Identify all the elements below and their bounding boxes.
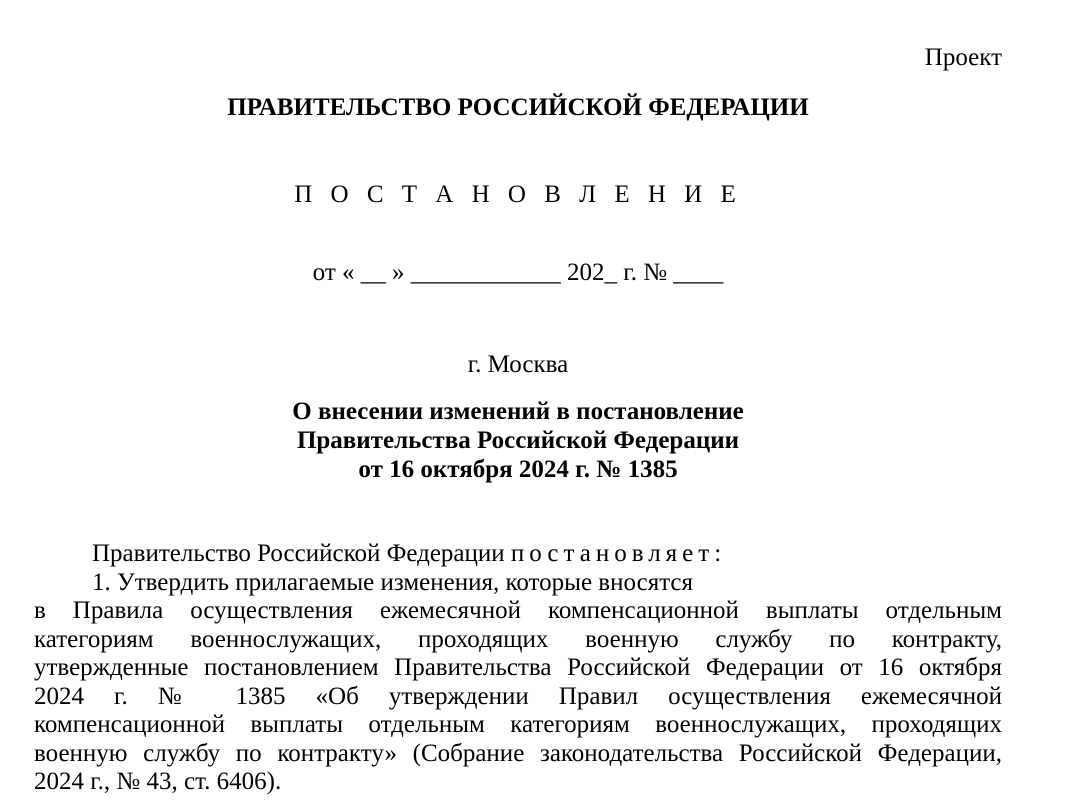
body-last-line: 2024 г., № 43, ст. 6406). — [34, 768, 282, 795]
body-line: в Правила осуществления ежемесячной компенсационной выплаты отдельным — [34, 597, 1002, 624]
document-body — [34, 540, 1002, 797]
city-line: г. Москва — [467, 351, 569, 378]
preamble-line — [34, 540, 1002, 569]
draft-label: Проект — [924, 44, 1002, 71]
body-line: компенсационной выплаты отдельным категориям военнослужащих, проходящих — [34, 711, 1002, 738]
body-line: 2024 г. № 1385 «Об утверждении Правил осуществления ежемесячной — [34, 682, 1002, 710]
body-line: утвержденные постановлением Правительства Российской Федерации от 16 октября — [34, 654, 1002, 681]
document-subject — [0, 397, 1036, 484]
body-line: категориям военнослужащих, проходящих военную службу по контракту, — [34, 625, 1002, 653]
subject-line-3: от 16 октября 2024 г. № 1385 — [358, 456, 678, 483]
government-title: ПРАВИТЕЛЬСТВО РОССИЙСКОЙ ФЕДЕРАЦИИ — [227, 94, 809, 121]
preamble-text: Правительство Российской Федерации — [92, 540, 511, 567]
decree-word: постановляет: — [510, 540, 727, 567]
date-number-line: от « __ » ____________ 202_ г. № ____ — [312, 259, 724, 286]
subject-line-2: Правительства Российской Федерации — [296, 427, 740, 454]
body-line: военную службу по контракту» (Собрание законодательства Российской Федерации, — [34, 739, 1002, 767]
item-1-first-line: 1. Утвердить прилагаемые изменения, которые вносятся — [92, 568, 694, 596]
subject-line-1: О внесении изменений в постановление — [292, 398, 744, 425]
document-type: П О С Т А Н О В Л Е Н И Е — [294, 181, 742, 208]
